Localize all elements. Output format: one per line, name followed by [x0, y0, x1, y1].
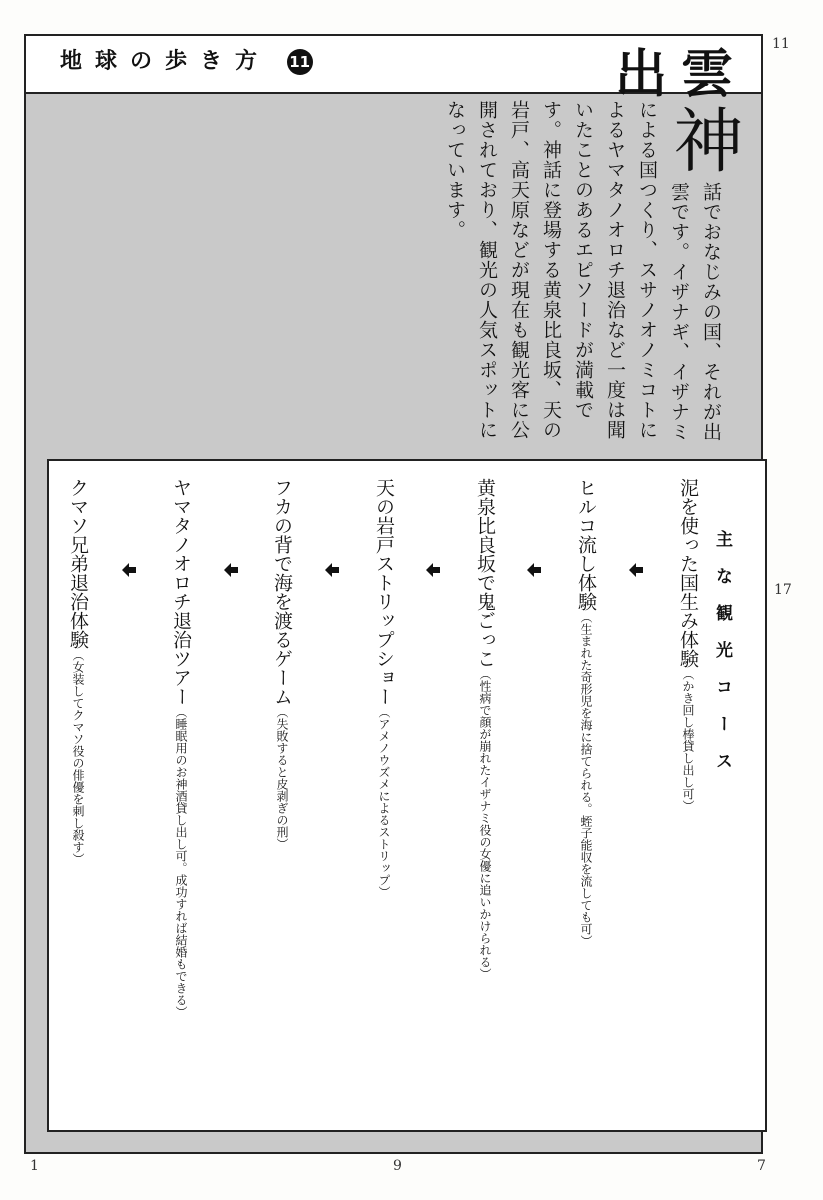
page-mark-bottom-center: 9	[393, 1158, 402, 1174]
course-item	[169, 478, 193, 1018]
arrow-left-icon	[224, 562, 238, 578]
intro-line: 開されており、観光の人気スポットに	[476, 100, 498, 440]
course-item	[66, 478, 90, 865]
course-name: ヤマタノオロチ退治ツアー	[170, 478, 192, 706]
intro-big-char: 神	[662, 104, 744, 174]
course-note: （アメノウズメによるストリップ）	[377, 706, 391, 898]
series-title	[60, 44, 313, 75]
course-note: （失敗すると皮剥ぎの刑）	[275, 706, 289, 850]
intro-line: 話でおなじみの国、それが出	[700, 182, 722, 442]
courses-box	[47, 459, 767, 1132]
course-item	[574, 478, 598, 947]
page-mark-top-right: 11	[772, 36, 790, 52]
course-name: 黄泉比良坂で鬼ごっこ	[474, 478, 496, 668]
intro-line: よるヤマタノオロチ退治など一度は聞	[604, 100, 626, 440]
intro-line: なっています。	[444, 100, 466, 240]
course-name: 泥を使った国生み体験	[677, 478, 699, 668]
course-note: （睡眠用のお神酒貸し出し可。成功すれば結婚もできる）	[174, 706, 188, 1018]
arrow-left-icon	[629, 562, 643, 578]
course-note: （性病で顔が崩れたイザナミ役の女優に追いかけられる）	[478, 668, 492, 980]
arrow-left-icon	[527, 562, 541, 578]
course-item	[676, 478, 700, 812]
course-item	[270, 478, 294, 850]
intro-line: いたことのあるエピソードが満載で	[572, 100, 594, 420]
course-name: 天の岩戸ストリップショー	[373, 478, 395, 706]
courses-title: 主な観光コース	[712, 530, 732, 789]
course-name: クマソ兄弟退治体験	[67, 478, 89, 649]
intro-text	[439, 100, 727, 460]
page-mark-side-right: 17	[774, 582, 792, 598]
intro-line: による国つくり、スサノオノミコトに	[636, 100, 658, 440]
course-note: （かき回し棒貸し出し可）	[681, 668, 695, 812]
course-item	[372, 478, 396, 898]
course-name: フカの背で海を渡るゲーム	[271, 478, 293, 706]
course-name: ヒルコ流し体験	[575, 478, 597, 611]
place-name: 出雲	[615, 45, 748, 105]
arrow-left-icon	[122, 562, 136, 578]
course-note: （生まれた奇形児を海に捨てられる。蛭子能収を流しても可）	[579, 611, 593, 947]
series-number-badge: 11	[287, 49, 313, 75]
series-title-text: 地球の歩き方	[60, 49, 271, 74]
arrow-left-icon	[325, 562, 339, 578]
page-mark-bottom-right: 7	[757, 1158, 766, 1174]
arrow-left-icon	[426, 562, 440, 578]
intro-line: す。神話に登場する黄泉比良坂、天の	[540, 100, 562, 440]
course-note: （女装してクマソ役の俳優を刺し殺す）	[71, 649, 85, 865]
course-item	[473, 478, 497, 980]
intro-line: 岩戸、高天原などが現在も観光客に公	[508, 100, 530, 440]
intro-line: 雲です。イザナギ、イザナミ	[668, 182, 690, 442]
page-mark-bottom-left: 1	[30, 1158, 39, 1174]
